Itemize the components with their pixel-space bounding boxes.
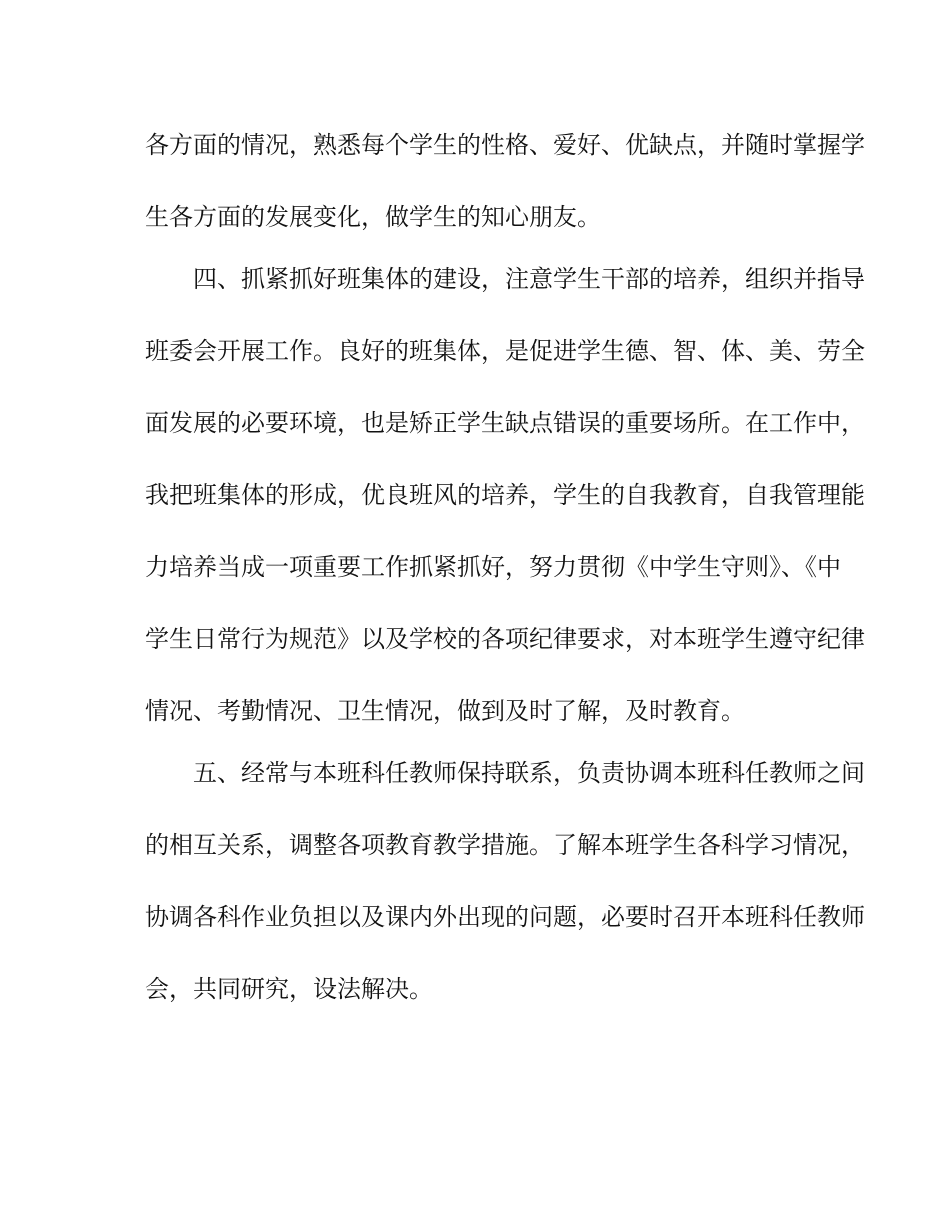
- text-line: [0, 827, 950, 863]
- text-line-content: 协调各科作业负担以及课内外出现的问题，必要时召开本班科任教师: [145, 903, 865, 931]
- text-line-content: 四、抓紧抓好班集体的建设，注意学生干部的培养，组织并指导: [193, 265, 865, 293]
- text-line-content: 生各方面的发展变化，做学生的知心朋友。: [145, 203, 601, 231]
- text-line: [0, 199, 950, 235]
- text-line: [0, 971, 950, 1007]
- text-line-content: 的相互关系，调整各项教育教学措施。了解本班学生各科学习情况，: [145, 831, 865, 859]
- text-line-content: 情况、考勤情况、卫生情况，做到及时了解，及时教育。: [145, 697, 745, 725]
- paragraph-start-line: [0, 261, 950, 297]
- text-line: [0, 549, 950, 585]
- text-line-content: 会，共同研究，设法解决。: [145, 975, 433, 1003]
- text-line: [0, 477, 950, 513]
- text-line-content: 我把班集体的形成，优良班风的培养，学生的自我教育，自我管理能: [145, 481, 865, 509]
- text-line-content: 班委会开展工作。良好的班集体，是促进学生德、智、体、美、劳全: [145, 337, 865, 365]
- text-line: [0, 127, 950, 163]
- text-line-content: 各方面的情况，熟悉每个学生的性格、爱好、优缺点，并随时掌握学: [145, 131, 865, 159]
- text-line-content: 学生日常行为规范》以及学校的各项纪律要求，对本班学生遵守纪律: [145, 625, 865, 653]
- text-line-content: 五、经常与本班科任教师保持联系，负责协调本班科任教师之间: [193, 759, 865, 787]
- text-line: [0, 621, 950, 657]
- text-line-content: 力培养当成一项重要工作抓紧抓好，努力贯彻《中学生守则》、《中: [145, 553, 841, 581]
- text-line: [0, 405, 950, 441]
- text-line-content: 面发展的必要环境，也是矫正学生缺点错误的重要场所。在工作中，: [145, 409, 865, 437]
- text-line: [0, 333, 950, 369]
- text-line: [0, 693, 950, 729]
- text-line: [0, 899, 950, 935]
- paragraph-start-line: [0, 755, 950, 791]
